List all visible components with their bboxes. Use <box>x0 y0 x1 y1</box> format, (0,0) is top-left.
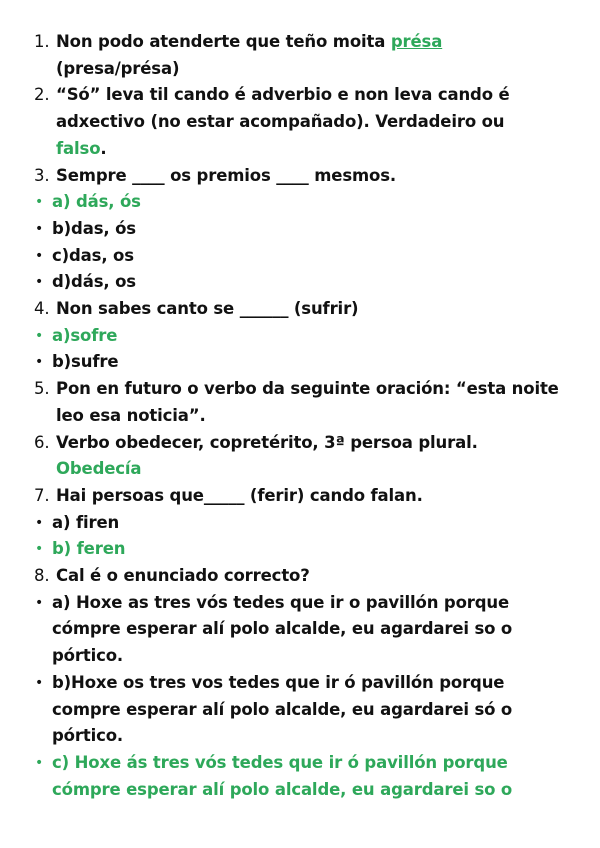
option-line <box>0 323 600 350</box>
option-line <box>0 216 600 243</box>
question-number: 8. <box>34 566 50 586</box>
option-line <box>0 536 600 563</box>
question-line <box>0 136 600 163</box>
line-text <box>0 243 600 270</box>
option-line <box>0 643 600 670</box>
question-line <box>0 403 600 430</box>
question-number: 5. <box>34 379 50 399</box>
text-run: compre esperar alí polo alcalde, eu agardarei só o <box>52 699 513 719</box>
answer-text: falso <box>56 138 101 158</box>
answer-text: Obedecía <box>56 459 142 479</box>
question-number: 6. <box>34 432 50 452</box>
line-text <box>0 323 600 350</box>
line-text <box>0 723 600 750</box>
line-text <box>0 430 600 457</box>
line-text <box>0 483 600 510</box>
question-line <box>0 163 600 190</box>
text-run: Non podo atenderte que teño moita <box>56 32 391 51</box>
question-line <box>0 456 600 483</box>
answer-text: a)sofre <box>52 325 118 345</box>
text-run: a) firen <box>52 512 120 532</box>
question-line <box>0 56 600 83</box>
option-line <box>0 750 600 777</box>
option-line <box>0 510 600 537</box>
question-line <box>0 109 600 136</box>
bullet-marker: • <box>35 194 44 211</box>
answer-text: c) Hoxe ás tres vós tedes que ir ó pavillón porque <box>52 752 508 772</box>
text-run: Hai persoas que_____ (ferir) cando falan. <box>56 485 423 505</box>
option-line <box>0 590 600 617</box>
line-text <box>0 697 600 724</box>
bullet-marker: • <box>35 674 44 691</box>
text-run: adxectivo (no estar acompañado). Verdadeiro ou <box>56 112 505 132</box>
bullet-marker: • <box>35 220 44 237</box>
question-line <box>0 82 600 109</box>
question-number: 7. <box>34 485 50 505</box>
option-line <box>0 616 600 643</box>
bullet-marker: • <box>35 594 44 611</box>
option-line <box>0 269 600 296</box>
question-line <box>0 29 600 56</box>
question-number: 2. <box>34 85 50 105</box>
question-number: 1. <box>34 32 50 51</box>
option-line <box>0 723 600 750</box>
option-line <box>0 243 600 270</box>
bullet-marker: • <box>35 514 44 531</box>
text-run: Pon en futuro o verbo da seguinte oración: “esta noite <box>56 379 559 399</box>
option-line <box>0 349 600 376</box>
question-line <box>0 376 600 403</box>
line-text <box>0 136 600 163</box>
line-text <box>0 456 600 483</box>
line-text <box>0 590 600 617</box>
bullet-marker: • <box>35 327 44 344</box>
text-run: pórtico. <box>52 726 124 746</box>
text-run: . <box>100 138 107 158</box>
option-line <box>0 697 600 724</box>
line-text <box>0 296 600 323</box>
question-line <box>0 563 600 590</box>
line-text <box>0 563 600 590</box>
text-run: a) Hoxe as tres vós tedes que ir o pavillón porque <box>52 592 510 612</box>
answer-text: présa <box>390 32 443 51</box>
line-text <box>0 109 600 136</box>
line-text <box>0 403 600 430</box>
text-run: pórtico. <box>52 646 124 666</box>
text-run: b)das, ós <box>52 218 136 238</box>
option-line <box>0 670 600 697</box>
bullet-marker: • <box>35 354 44 371</box>
text-run: (presa/présa) <box>56 58 180 78</box>
line-text <box>0 349 600 376</box>
line-text <box>0 750 600 777</box>
text-run: cómpre esperar alí polo alcalde, eu agardarei so o <box>52 619 513 639</box>
text-run: Sempre ____ os premios ____ mesmos. <box>56 165 397 185</box>
text-run: d)dás, os <box>52 272 136 292</box>
bullet-marker: • <box>35 274 44 291</box>
line-text <box>0 777 600 804</box>
question-number: 3. <box>34 165 50 185</box>
text-run: b)sufre <box>52 352 119 372</box>
option-line <box>0 777 600 804</box>
line-text <box>0 189 600 216</box>
text-run: Cal é o enunciado correcto? <box>56 566 310 586</box>
line-text <box>0 163 600 190</box>
line-text <box>0 29 600 56</box>
question-line <box>0 483 600 510</box>
line-text <box>0 670 600 697</box>
bullet-marker: • <box>35 541 44 558</box>
question-line <box>0 430 600 457</box>
text-run: c)das, os <box>52 245 134 265</box>
bullet-marker: • <box>35 754 44 771</box>
line-text <box>0 216 600 243</box>
answer-text: b) feren <box>52 539 126 559</box>
line-text <box>0 643 600 670</box>
text-run: Verbo obedecer, copretérito, 3ª persoa plural. <box>56 432 478 452</box>
text-run: “Só” leva til cando é adverbio e non leva cando é <box>56 85 510 105</box>
line-text <box>0 376 600 403</box>
text-run: leo esa noticia”. <box>56 405 206 425</box>
question-number: 4. <box>34 299 50 319</box>
text-run: b)Hoxe os tres vos tedes que ir ó pavillón porque <box>52 672 505 692</box>
line-text <box>0 56 600 83</box>
line-text <box>0 82 600 109</box>
line-text <box>0 536 600 563</box>
answer-text: cómpre esperar alí polo alcalde, eu agardarei so o <box>52 779 513 799</box>
line-text <box>0 616 600 643</box>
question-line <box>0 296 600 323</box>
option-line <box>0 189 600 216</box>
line-text <box>0 510 600 537</box>
answer-text: a) dás, ós <box>52 192 141 212</box>
bullet-marker: • <box>35 247 44 264</box>
text-run: Non sabes canto se ______ (sufrir) <box>56 299 359 319</box>
line-text <box>0 269 600 296</box>
